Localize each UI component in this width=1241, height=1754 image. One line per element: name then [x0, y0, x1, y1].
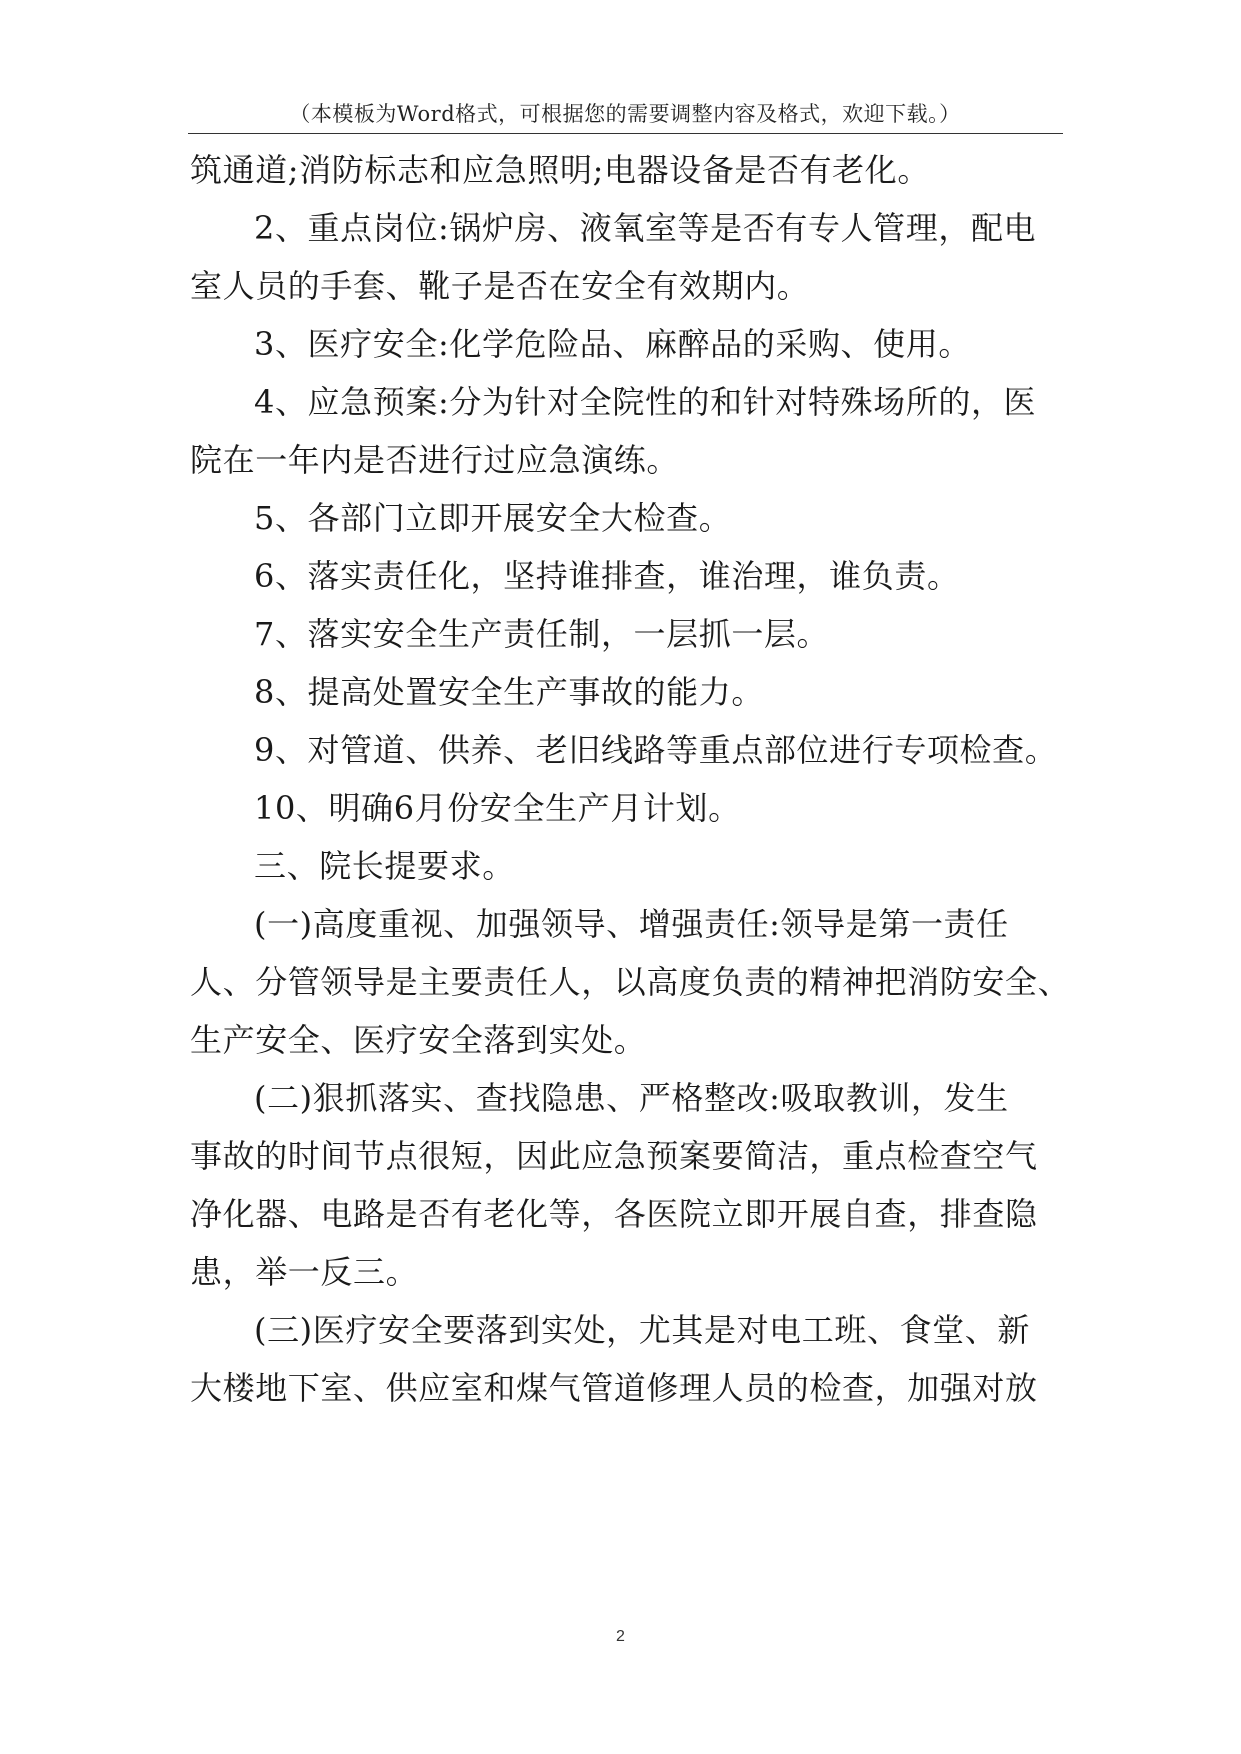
paragraph-line: 4、应急预案:分为针对全院性的和针对特殊场所的，医	[254, 383, 1037, 421]
paragraph-line: 8、提高处置安全生产事故的能力。	[254, 673, 764, 711]
paragraph-line: 5、各部门立即开展安全大检查。	[254, 499, 732, 537]
paragraph-line: 事故的时间节点很短，因此应急预案要简洁，重点检查空气	[190, 1137, 1038, 1175]
paragraph-line: (二)狠抓落实、查找隐患、严格整改:吸取教训，发生	[254, 1079, 1009, 1117]
paragraph-line: 10、明确6月份安全生产月计划。	[254, 789, 741, 827]
paragraph-line: 9、对管道、供养、老旧线路等重点部位进行专项检查。	[254, 731, 1058, 769]
paragraph-line: 人、分管领导是主要责任人，以高度负责的精神把消防安全、	[190, 963, 1071, 1001]
template-note-header: （本模板为Word格式，可根据您的需要调整内容及格式，欢迎下载。）	[289, 102, 961, 126]
paragraph-line: 6、落实责任化，坚持谁排查，谁治理，谁负责。	[254, 557, 960, 595]
page-number: 2	[616, 1628, 625, 1645]
paragraph-line: (三)医疗安全要落到实处，尤其是对电工班、食堂、新	[254, 1311, 1030, 1349]
section-heading: 三、院长提要求。	[254, 847, 515, 885]
header-rule	[188, 133, 1063, 134]
paragraph-line: 生产安全、医疗安全落到实处。	[190, 1021, 647, 1059]
paragraph-line: 2、重点岗位:锅炉房、液氧室等是否有专人管理，配电	[254, 209, 1037, 247]
paragraph-line: 院在一年内是否进行过应急演练。	[190, 441, 680, 479]
paragraph-line: 3、医疗安全:化学危险品、麻醉品的采购、使用。	[254, 325, 971, 363]
paragraph-line: 室人员的手套、靴子是否在安全有效期内。	[190, 267, 810, 305]
paragraph-line: (一)高度重视、加强领导、增强责任:领导是第一责任	[254, 905, 1009, 943]
paragraph-line: 大楼地下室、供应室和煤气管道修理人员的检查，加强对放	[190, 1369, 1038, 1407]
paragraph-line: 7、落实安全生产责任制，一层抓一层。	[254, 615, 830, 653]
paragraph-line: 筑通道;消防标志和应急照明;电器设备是否有老化。	[190, 151, 930, 189]
paragraph-line: 净化器、电路是否有老化等，各医院立即开展自查，排查隐	[190, 1195, 1038, 1233]
paragraph-line: 患，举一反三。	[190, 1253, 419, 1291]
